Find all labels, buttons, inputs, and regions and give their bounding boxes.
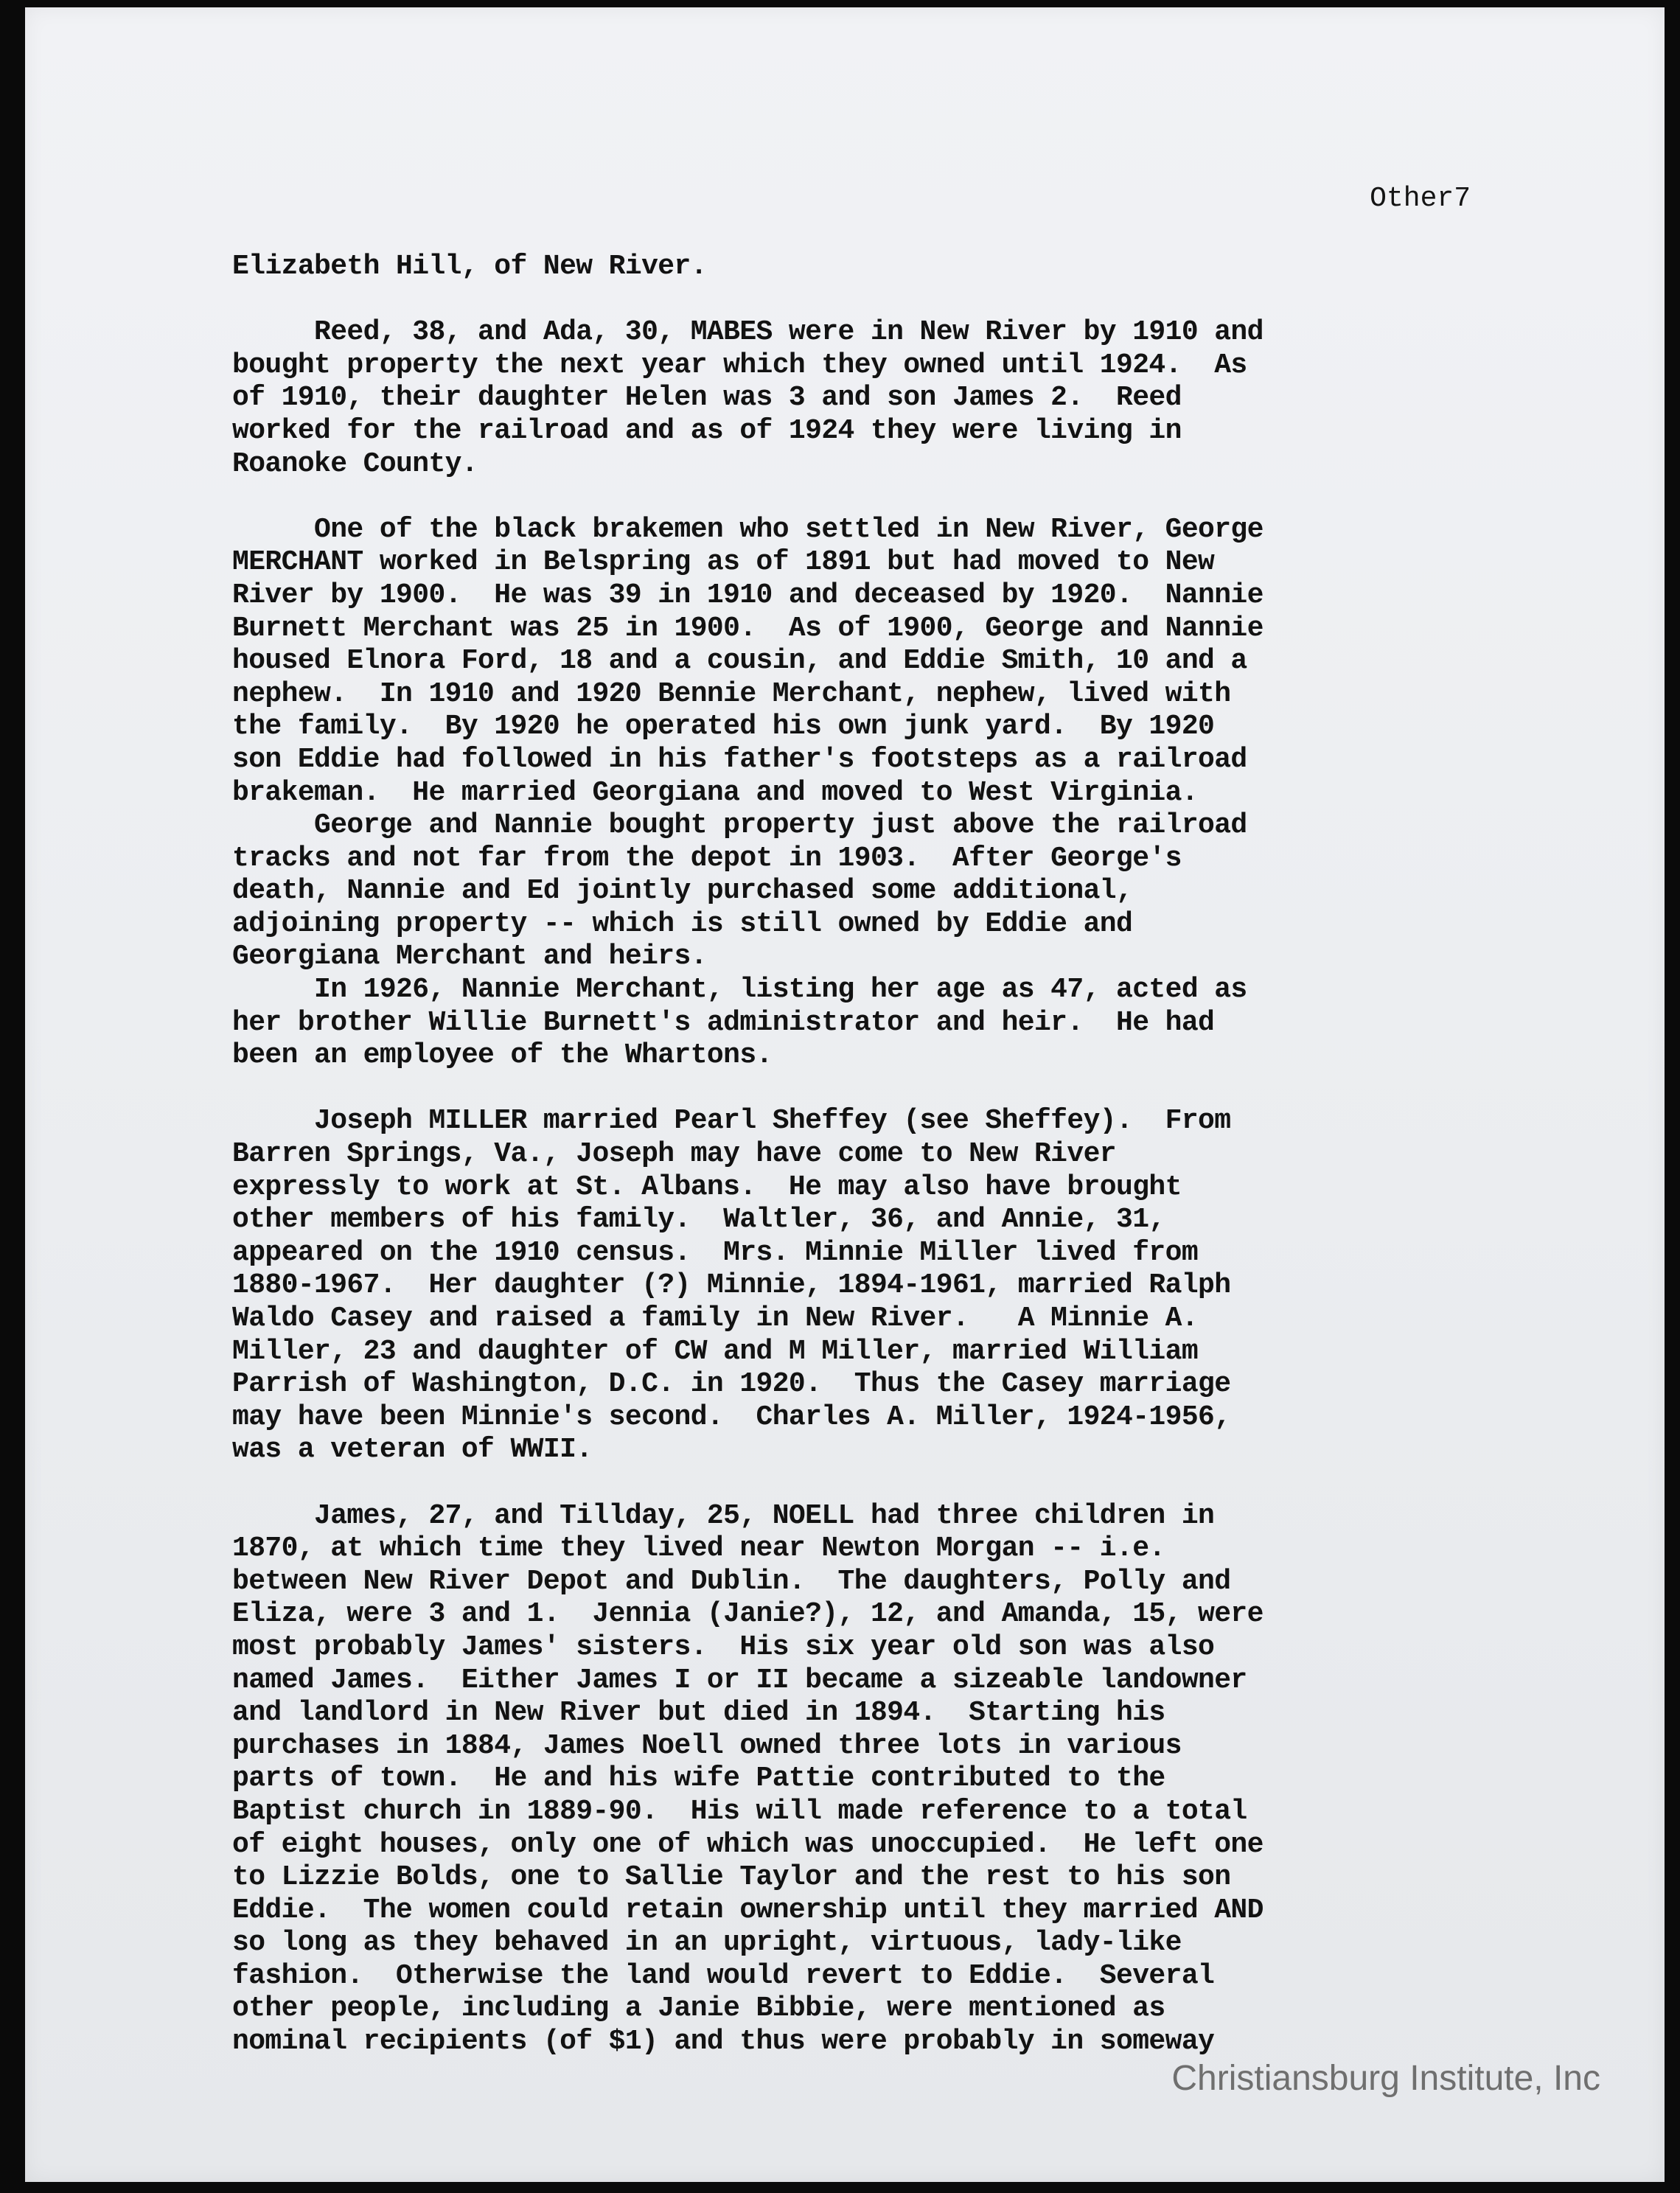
text-line: Reed, 38, and Ada, 30, MABES were in New River by 1910 and	[232, 316, 1264, 349]
text-line: worked for the railroad and as of 1924 they were living in	[232, 414, 1182, 447]
text-line: to Lizzie Bolds, one to Sallie Taylor and the rest to his son	[232, 1861, 1231, 1894]
paragraph	[232, 316, 1530, 481]
text-line: her brother Willie Burnett's administrator and heir. He had	[232, 1006, 1215, 1039]
text-line: Elizabeth Hill, of New River.	[232, 251, 707, 282]
document-body	[232, 251, 1530, 2059]
text-line: Waldo Casey and raised a family in New River. A Minnie A.	[232, 1303, 1199, 1334]
text-line: Baptist church in 1889-90. His will made reference to a total	[232, 1795, 1247, 1827]
text-line: Miller, 23 and daughter of CW and M Miller, married William	[232, 1335, 1199, 1367]
text-line: was a veteran of WWII.	[232, 1434, 593, 1466]
text-line: 1870, at which time they lived near Newton Morgan -- i.e.	[232, 1533, 1165, 1565]
text-line: James, 27, and Tillday, 25, NOELL had three children in	[232, 1499, 1215, 1532]
text-line: One of the black brakemen who settled in New River, George	[232, 513, 1264, 545]
text-line: appeared on the 1910 census. Mrs. Minnie Miller lived from	[232, 1236, 1199, 1269]
paragraph-spacer	[232, 1073, 1530, 1106]
text-line: of 1910, their daughter Helen was 3 and son James 2. Reed	[232, 382, 1182, 414]
text-line: River by 1900. He was 39 in 1910 and deceased by 1920. Nannie	[232, 579, 1264, 611]
text-line: parts of town. He and his wife Pattie contributed to the	[232, 1763, 1165, 1795]
text-line: Georgiana Merchant and heirs.	[232, 941, 707, 973]
paragraph-spacer	[232, 1467, 1530, 1500]
text-line: brakeman. He married Georgiana and moved to West Virginia.	[232, 776, 1199, 809]
paragraph	[232, 514, 1530, 1073]
text-line: other people, including a Janie Bibbie, were mentioned as	[232, 1992, 1165, 2025]
text-line: nominal recipients (of $1) and thus were probably in someway	[232, 2026, 1215, 2058]
text-line: so long as they behaved in an upright, virtuous, lady-like	[232, 1927, 1182, 1959]
text-line: bought property the next year which they owned until 1924. As	[232, 349, 1247, 381]
text-line: and landlord in New River but died in 1894. Starting his	[232, 1697, 1165, 1729]
text-line: 1880-1967. Her daughter (?) Minnie, 1894-1961, married Ralph	[232, 1269, 1231, 1302]
text-line: been an employee of the Whartons.	[232, 1039, 773, 1072]
text-line: fashion. Otherwise the land would revert to Eddie. Several	[232, 1959, 1215, 1992]
text-line: Barren Springs, Va., Joseph may have come to New River	[232, 1138, 1117, 1171]
watermark-text: Christiansburg Institute, Inc	[1171, 2059, 1600, 2098]
text-line: tracks and not far from the depot in 1903. After George's	[232, 842, 1182, 874]
text-line: purchases in 1884, James Noell owned three lots in various	[232, 1729, 1182, 1762]
text-line: named James. Either James I or II became a sizeable landowner	[232, 1664, 1247, 1696]
text-line: between New River Depot and Dublin. The daughters, Polly and	[232, 1565, 1231, 1597]
page-number: Other7	[1370, 183, 1471, 215]
paper-sheet	[25, 7, 1665, 2182]
text-line: Parrish of Washington, D.C. in 1920. Thus the Casey marriage	[232, 1368, 1231, 1401]
text-line: expressly to work at St. Albans. He may also have brought	[232, 1171, 1182, 1203]
text-line: of eight houses, only one of which was unoccupied. He left one	[232, 1828, 1264, 1861]
text-line: death, Nannie and Ed jointly purchased some additional,	[232, 875, 1133, 907]
text-line: Roanoke County.	[232, 447, 478, 480]
paragraph	[232, 1500, 1530, 2059]
text-line: Eliza, were 3 and 1. Jennia (Janie?), 12, and Amanda, 15, were	[232, 1598, 1264, 1631]
paragraph	[232, 1105, 1530, 1467]
text-line: George and Nannie bought property just above the railroad	[232, 809, 1247, 842]
text-line: son Eddie had followed in his father's footsteps as a railroad	[232, 743, 1247, 775]
text-line: may have been Minnie's second. Charles A. Miller, 1924-1956,	[232, 1401, 1231, 1433]
paragraph-spacer	[232, 284, 1530, 317]
text-line: nephew. In 1910 and 1920 Bennie Merchant, nephew, lived with	[232, 677, 1231, 710]
text-line: housed Elnora Ford, 18 and a cousin, and Eddie Smith, 10 and a	[232, 645, 1247, 677]
text-line: MERCHANT worked in Belspring as of 1891 but had moved to New	[232, 546, 1215, 579]
text-line: In 1926, Nannie Merchant, listing her age as 47, acted as	[232, 974, 1247, 1006]
text-line: Burnett Merchant was 25 in 1900. As of 1900, George and Nannie	[232, 612, 1264, 644]
text-line: Eddie. The women could retain ownership until they married AND	[232, 1894, 1264, 1926]
text-line: adjoining property -- which is still owned by Eddie and	[232, 907, 1133, 940]
paragraph	[232, 251, 1530, 284]
text-line: Joseph MILLER married Pearl Sheffey (see Sheffey). From	[232, 1105, 1231, 1137]
text-line: most probably James' sisters. His six year old son was also	[232, 1631, 1215, 1663]
text-line: the family. By 1920 he operated his own junk yard. By 1920	[232, 711, 1215, 743]
text-line: other members of his family. Waltler, 36, and Annie, 31,	[232, 1204, 1165, 1236]
paragraph-spacer	[232, 481, 1530, 514]
